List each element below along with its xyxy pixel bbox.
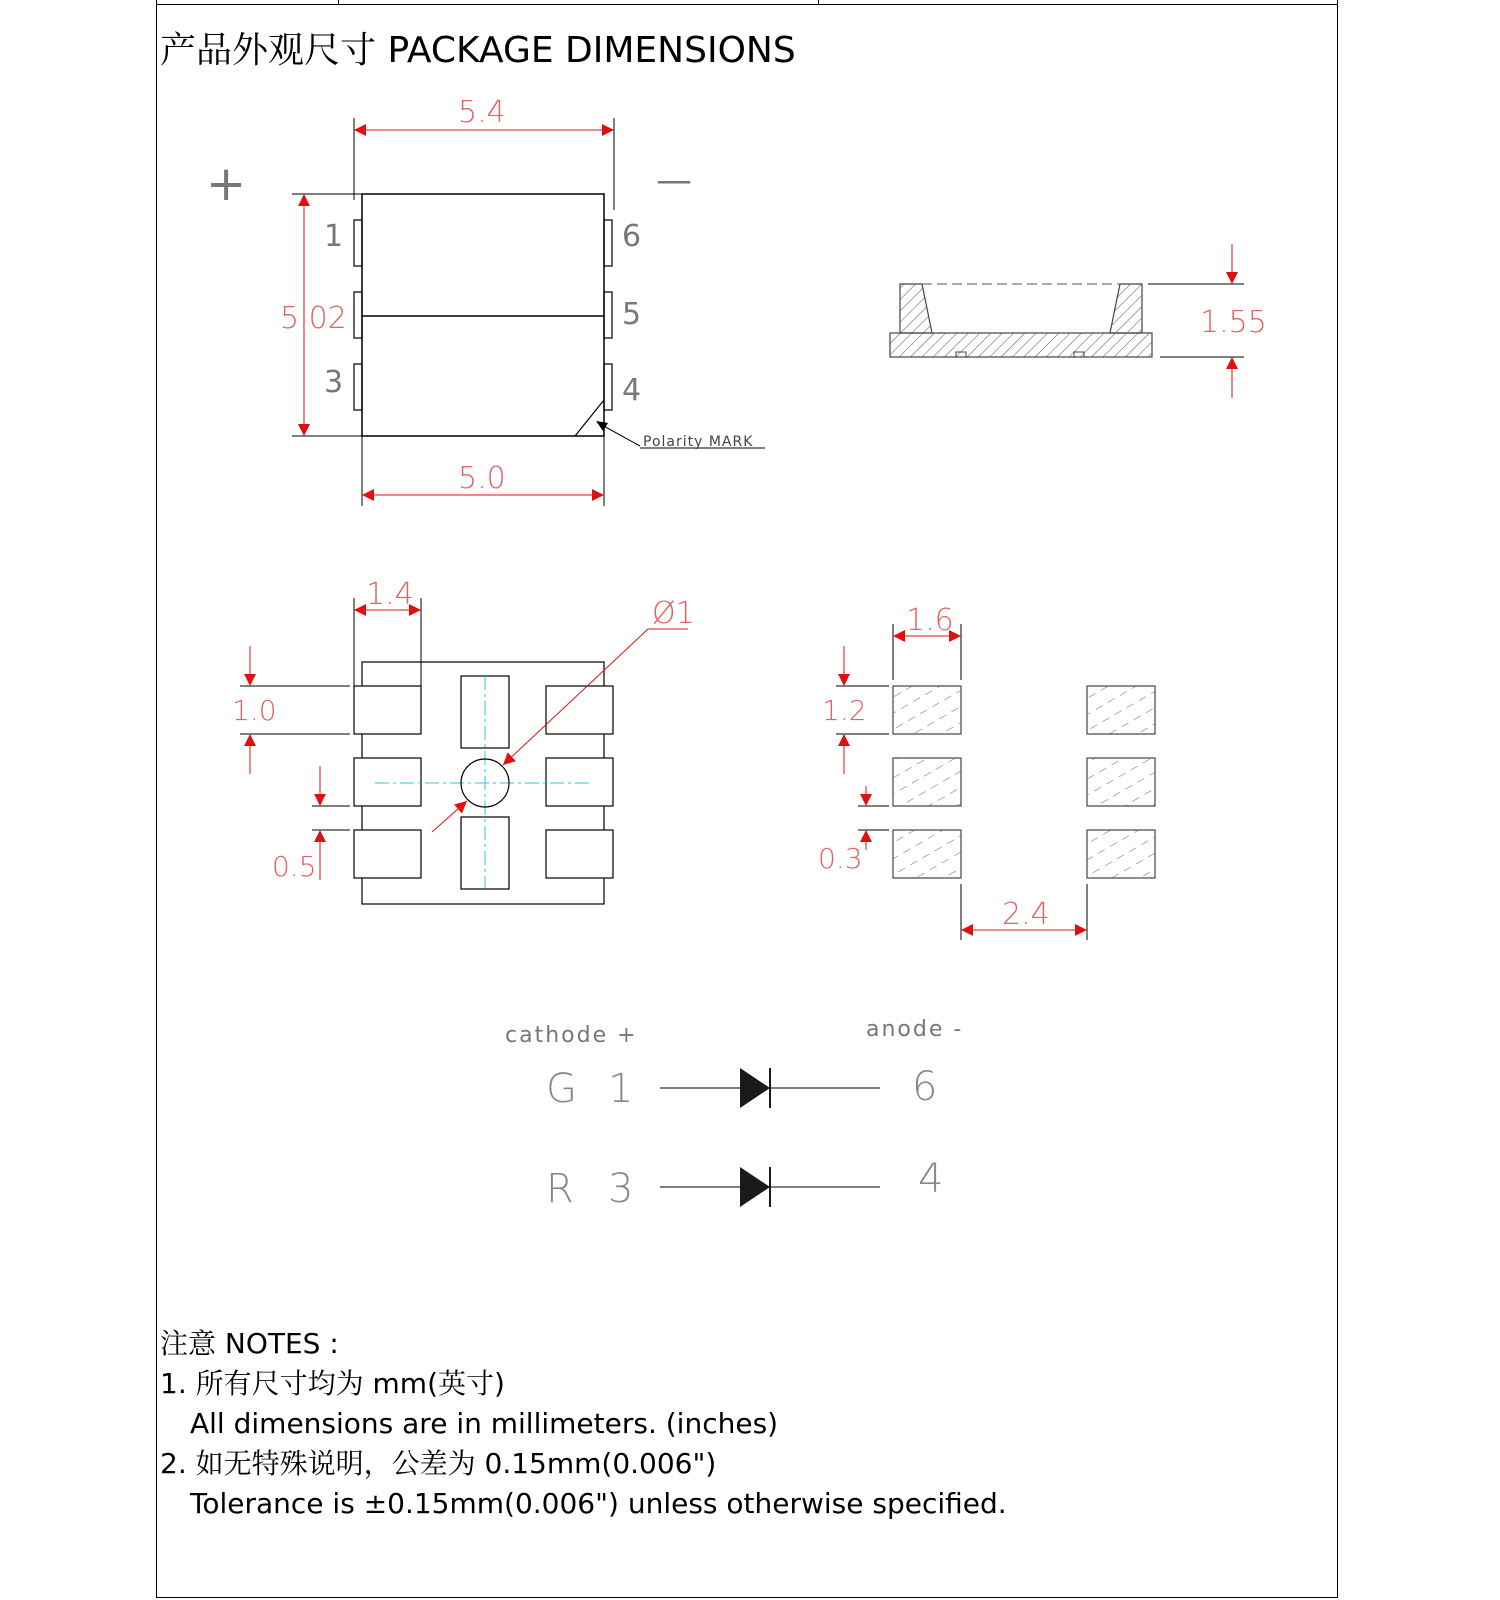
note-2-en: Tolerance is ±0.15mm(0.006") unless otherwise specified. bbox=[190, 1487, 1007, 1520]
hole-leader bbox=[503, 629, 648, 765]
dim-height: 5.02 bbox=[280, 301, 347, 336]
cathode-pin-g: 1 bbox=[608, 1066, 634, 1112]
pin-label: 6 bbox=[622, 219, 642, 254]
schematic bbox=[505, 1017, 963, 1212]
polarity-leader bbox=[600, 424, 640, 446]
note-1-en: All dimensions are in millimeters. (inches) bbox=[190, 1407, 779, 1440]
polarity-chamfer bbox=[575, 400, 604, 436]
side-wall-left bbox=[900, 284, 932, 333]
dim-fp-pad-gap: 0.3 bbox=[818, 842, 863, 875]
pin-label: 3 bbox=[324, 365, 344, 400]
footprint-pad bbox=[893, 830, 961, 878]
pin-lead bbox=[354, 292, 362, 338]
color-label-r: R bbox=[546, 1166, 574, 1212]
side-wall-right bbox=[1110, 284, 1142, 333]
side-view bbox=[890, 244, 1267, 398]
pin-lead bbox=[354, 364, 362, 410]
diode-red-icon bbox=[740, 1167, 770, 1207]
pin-lead bbox=[354, 220, 362, 266]
dim-fp-spacing: 2.4 bbox=[1002, 897, 1050, 932]
anode-label: anode - bbox=[866, 1017, 964, 1042]
plus-sign: + bbox=[206, 156, 247, 212]
bottom-pad bbox=[354, 830, 421, 878]
color-label-g: G bbox=[546, 1066, 577, 1112]
dim-fp-pad-height: 1.2 bbox=[822, 694, 867, 727]
dim-width-top: 5.4 bbox=[458, 95, 506, 130]
notes-heading: 注意 NOTES : bbox=[160, 1327, 339, 1360]
bottom-pad bbox=[546, 758, 613, 806]
footprint-pad bbox=[1087, 758, 1155, 806]
pin-lead bbox=[604, 364, 612, 410]
cathode-pin-r: 3 bbox=[608, 1166, 634, 1212]
page-title: 产品外观尺寸 PACKAGE DIMENSIONS bbox=[160, 30, 796, 71]
bottom-pad bbox=[354, 686, 421, 734]
polarity-mark-label: Polarity MARK bbox=[643, 434, 754, 450]
notes-section bbox=[160, 1324, 1007, 1524]
dim-pad-gap: 0.5 bbox=[272, 850, 317, 883]
pin-label: 4 bbox=[622, 373, 642, 408]
bottom-pad bbox=[354, 758, 421, 806]
top-view bbox=[206, 95, 765, 506]
dim-side-height: 1.55 bbox=[1200, 305, 1267, 340]
cathode-label: cathode + bbox=[505, 1023, 638, 1048]
footprint-pad bbox=[893, 686, 961, 734]
footprint-pad bbox=[1087, 830, 1155, 878]
package-outline bbox=[362, 194, 604, 436]
minus-sign: — bbox=[656, 160, 692, 201]
dim-fp-pad-width: 1.6 bbox=[906, 603, 954, 638]
dim-width-bottom: 5.0 bbox=[458, 461, 506, 496]
pin-lead bbox=[604, 292, 612, 338]
bottom-pad bbox=[546, 830, 613, 878]
anode-pin-g: 6 bbox=[912, 1064, 938, 1110]
pin-lead bbox=[604, 220, 612, 266]
anode-pin-r: 4 bbox=[918, 1156, 944, 1202]
dim-pad-width: 1.4 bbox=[366, 577, 414, 612]
note-1-cn: 1. 所有尺寸均为 mm(英寸) bbox=[160, 1367, 505, 1400]
footprint-view bbox=[818, 603, 1155, 940]
footprint-pad bbox=[893, 758, 961, 806]
footprint-pad bbox=[1087, 686, 1155, 734]
polarity-arrow bbox=[596, 421, 608, 431]
side-base bbox=[890, 333, 1152, 357]
dim-pad-height: 1.0 bbox=[232, 694, 277, 727]
pin-label: 1 bbox=[324, 219, 344, 254]
diode-green-icon bbox=[740, 1068, 770, 1108]
note-2-cn: 2. 如无特殊说明，公差为 0.15mm(0.006") bbox=[160, 1447, 717, 1480]
bottom-view bbox=[232, 577, 695, 904]
dim-hole: Ø1 bbox=[652, 596, 695, 631]
pin-label: 5 bbox=[622, 297, 642, 332]
